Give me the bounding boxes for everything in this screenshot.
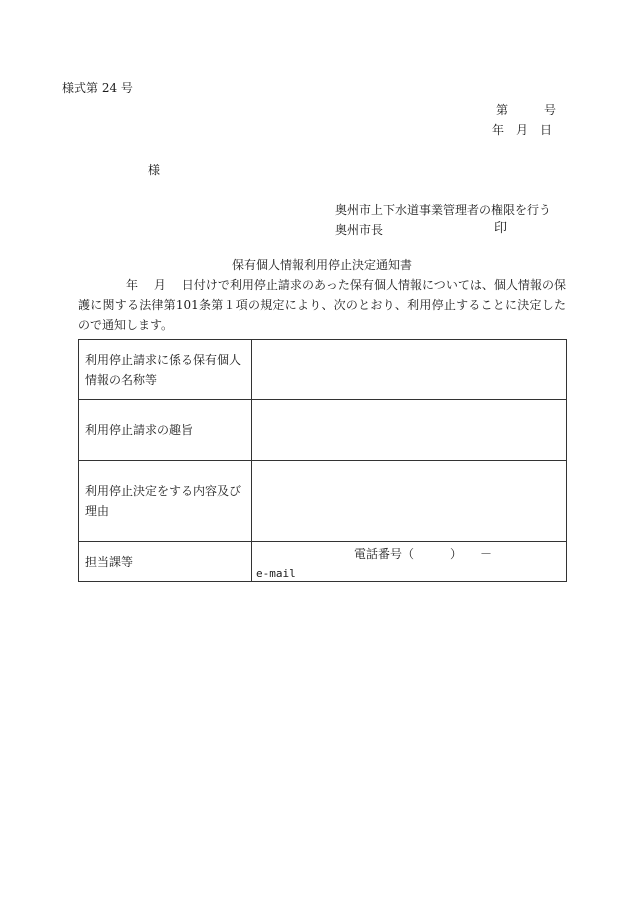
table-row bbox=[79, 542, 567, 582]
form-number: 様式第 24 号 bbox=[62, 81, 133, 95]
row-value[interactable] bbox=[252, 400, 567, 461]
row-label: 利用停止請求の趣旨 bbox=[79, 400, 252, 461]
decision-table bbox=[78, 339, 567, 582]
document-title: 保有個人情報利用停止決定通知書 bbox=[231, 258, 412, 272]
row-label: 利用停止決定をする内容及び理由 bbox=[79, 461, 252, 542]
notice-body bbox=[78, 255, 566, 335]
issuer-title: 奥州市上下水道事業管理者の権限を行う bbox=[335, 203, 552, 217]
phone-number-label: 電話番号（ ） － bbox=[354, 547, 493, 561]
row-label: 担当課等 bbox=[79, 542, 252, 582]
seal-mark: 印 bbox=[494, 221, 508, 236]
email-label: e-mail bbox=[256, 567, 296, 580]
table-row bbox=[79, 340, 567, 400]
addressee-suffix: 様 bbox=[148, 163, 161, 177]
table-row bbox=[79, 400, 567, 461]
document-number: 第 号 bbox=[496, 103, 557, 117]
table-row bbox=[79, 461, 567, 542]
row-label: 利用停止請求に係る保有個人情報の名称等 bbox=[79, 340, 252, 400]
row-value[interactable] bbox=[252, 461, 567, 542]
issue-date: 年 月 日 bbox=[492, 123, 553, 137]
notice-text: 年 月 日付けで利用停止請求のあった保有個人情報については、個人情報の保護に関する法律第101条第１項の規定により、次のとおり、利用停止することに決定したので通知します。 bbox=[78, 278, 566, 332]
row-value[interactable] bbox=[252, 340, 567, 400]
contact-cell[interactable] bbox=[252, 542, 567, 582]
issuer-name: 奥州市長 bbox=[335, 223, 384, 237]
